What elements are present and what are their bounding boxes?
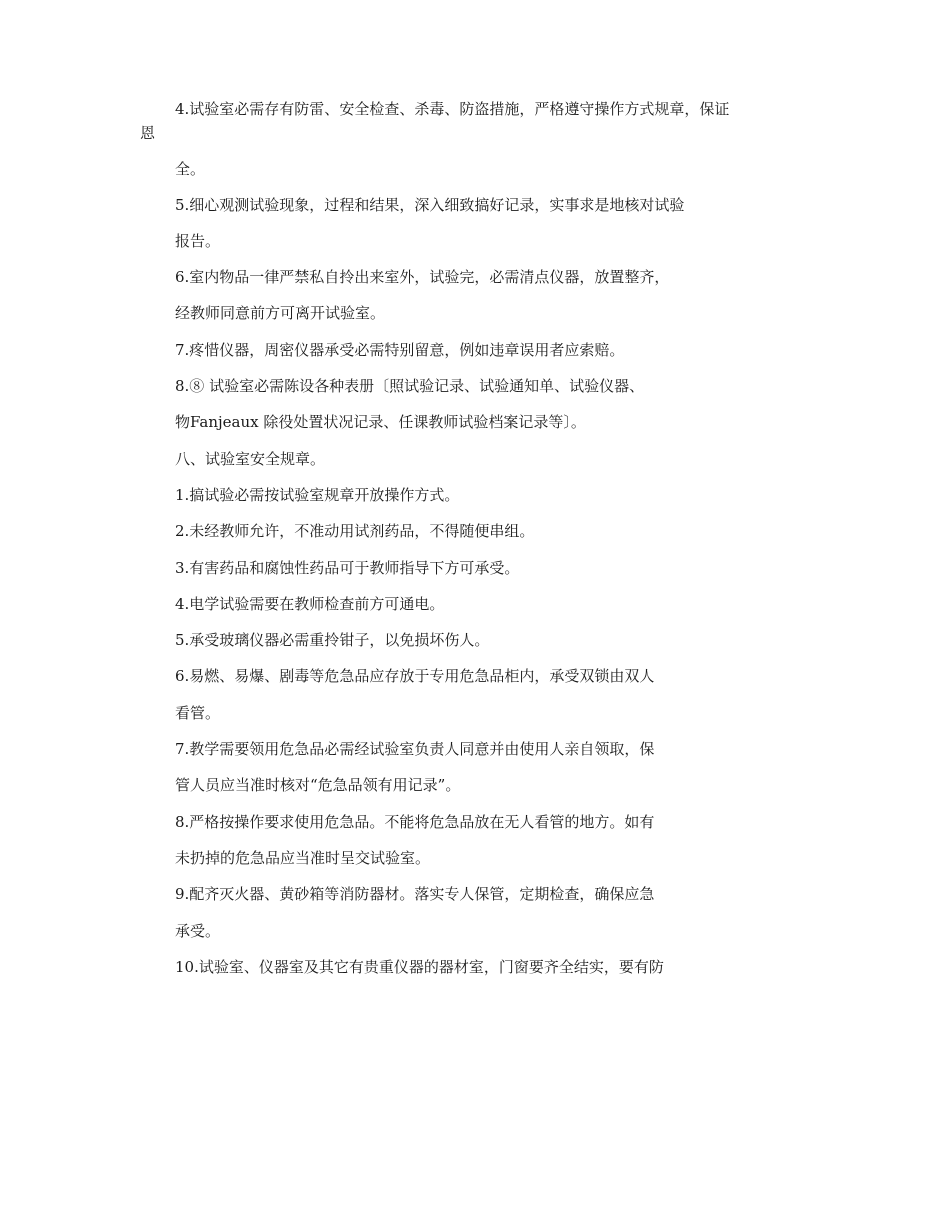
text-line: 1.搞试验必需按试验室规章开放操作方式。: [175, 486, 460, 504]
text-line: 5.细心观测试验现象，过程和结果，深入细致搞好记录，实事求是地核对试验: [175, 196, 685, 214]
text-line: 恩: [140, 124, 156, 142]
text-line: 6.室内物品一律严禁私自拎出来室外，试验完，必需清点仪器，放置整齐，: [175, 268, 670, 286]
text-line: 6.易燃、易爆、剧毒等危急品应存放于专用危急品柜内，承受双锁由双人: [175, 667, 655, 685]
text-line: 2.未经教师允许，不准动用试剂药品，不得随便串组。: [175, 522, 535, 540]
section-heading: 八、试验室安全规章。: [175, 450, 326, 468]
text-line: 7.教学需要领用危急品必需经试验室负责人同意并由使用人亲自领取，保: [175, 740, 655, 758]
text-line: 4.试验室必需存有防雷、安全检查、杀毒、防盗措施，严格遵守操作方式规章，保证: [175, 100, 730, 118]
text-line: 8.严格按操作要求使用危急品。不能将危急品放在无人看管的地方。如有: [175, 813, 655, 831]
text-line: 4.电学试验需要在教师检查前方可通电。: [175, 595, 445, 613]
text-line: 全。: [175, 160, 206, 178]
text-line: 报告。: [175, 232, 221, 250]
text-line: 管人员应当准时核对“危急品领有用记录”。: [175, 776, 461, 794]
text-line: 8.⑧ 试验室必需陈设各种表册〔照试验记录、试验通知单、试验仪器、: [175, 377, 645, 395]
text-line: 3.有害药品和腐蚀性药品可于教师指导下方可承受。: [175, 559, 520, 577]
text-line: 7.疼惜仪器，周密仪器承受必需特别留意，例如违章误用者应索赔。: [175, 341, 625, 359]
text-line: 物Fanjeaux 除役处置状况记录、任课教师试验档案记录等〕。: [175, 413, 586, 431]
text-line: 看管。: [175, 704, 221, 722]
text-line: 承受。: [175, 922, 221, 940]
text-line: 10.试验室、仪器室及其它有贵重仪器的器材室，门窗要齐全结实，要有防: [175, 958, 664, 976]
text-line: 未扔掉的危急品应当准时呈交试验室。: [175, 849, 431, 867]
text-line: 9.配齐灭火器、黄砂箱等消防器材。落实专人保管，定期检查，确保应急: [175, 885, 655, 903]
text-line: 5.承受玻璃仪器必需重拎钳子，以免损坏伤人。: [175, 631, 490, 649]
text-line: 经教师同意前方可离开试验室。: [175, 304, 386, 322]
